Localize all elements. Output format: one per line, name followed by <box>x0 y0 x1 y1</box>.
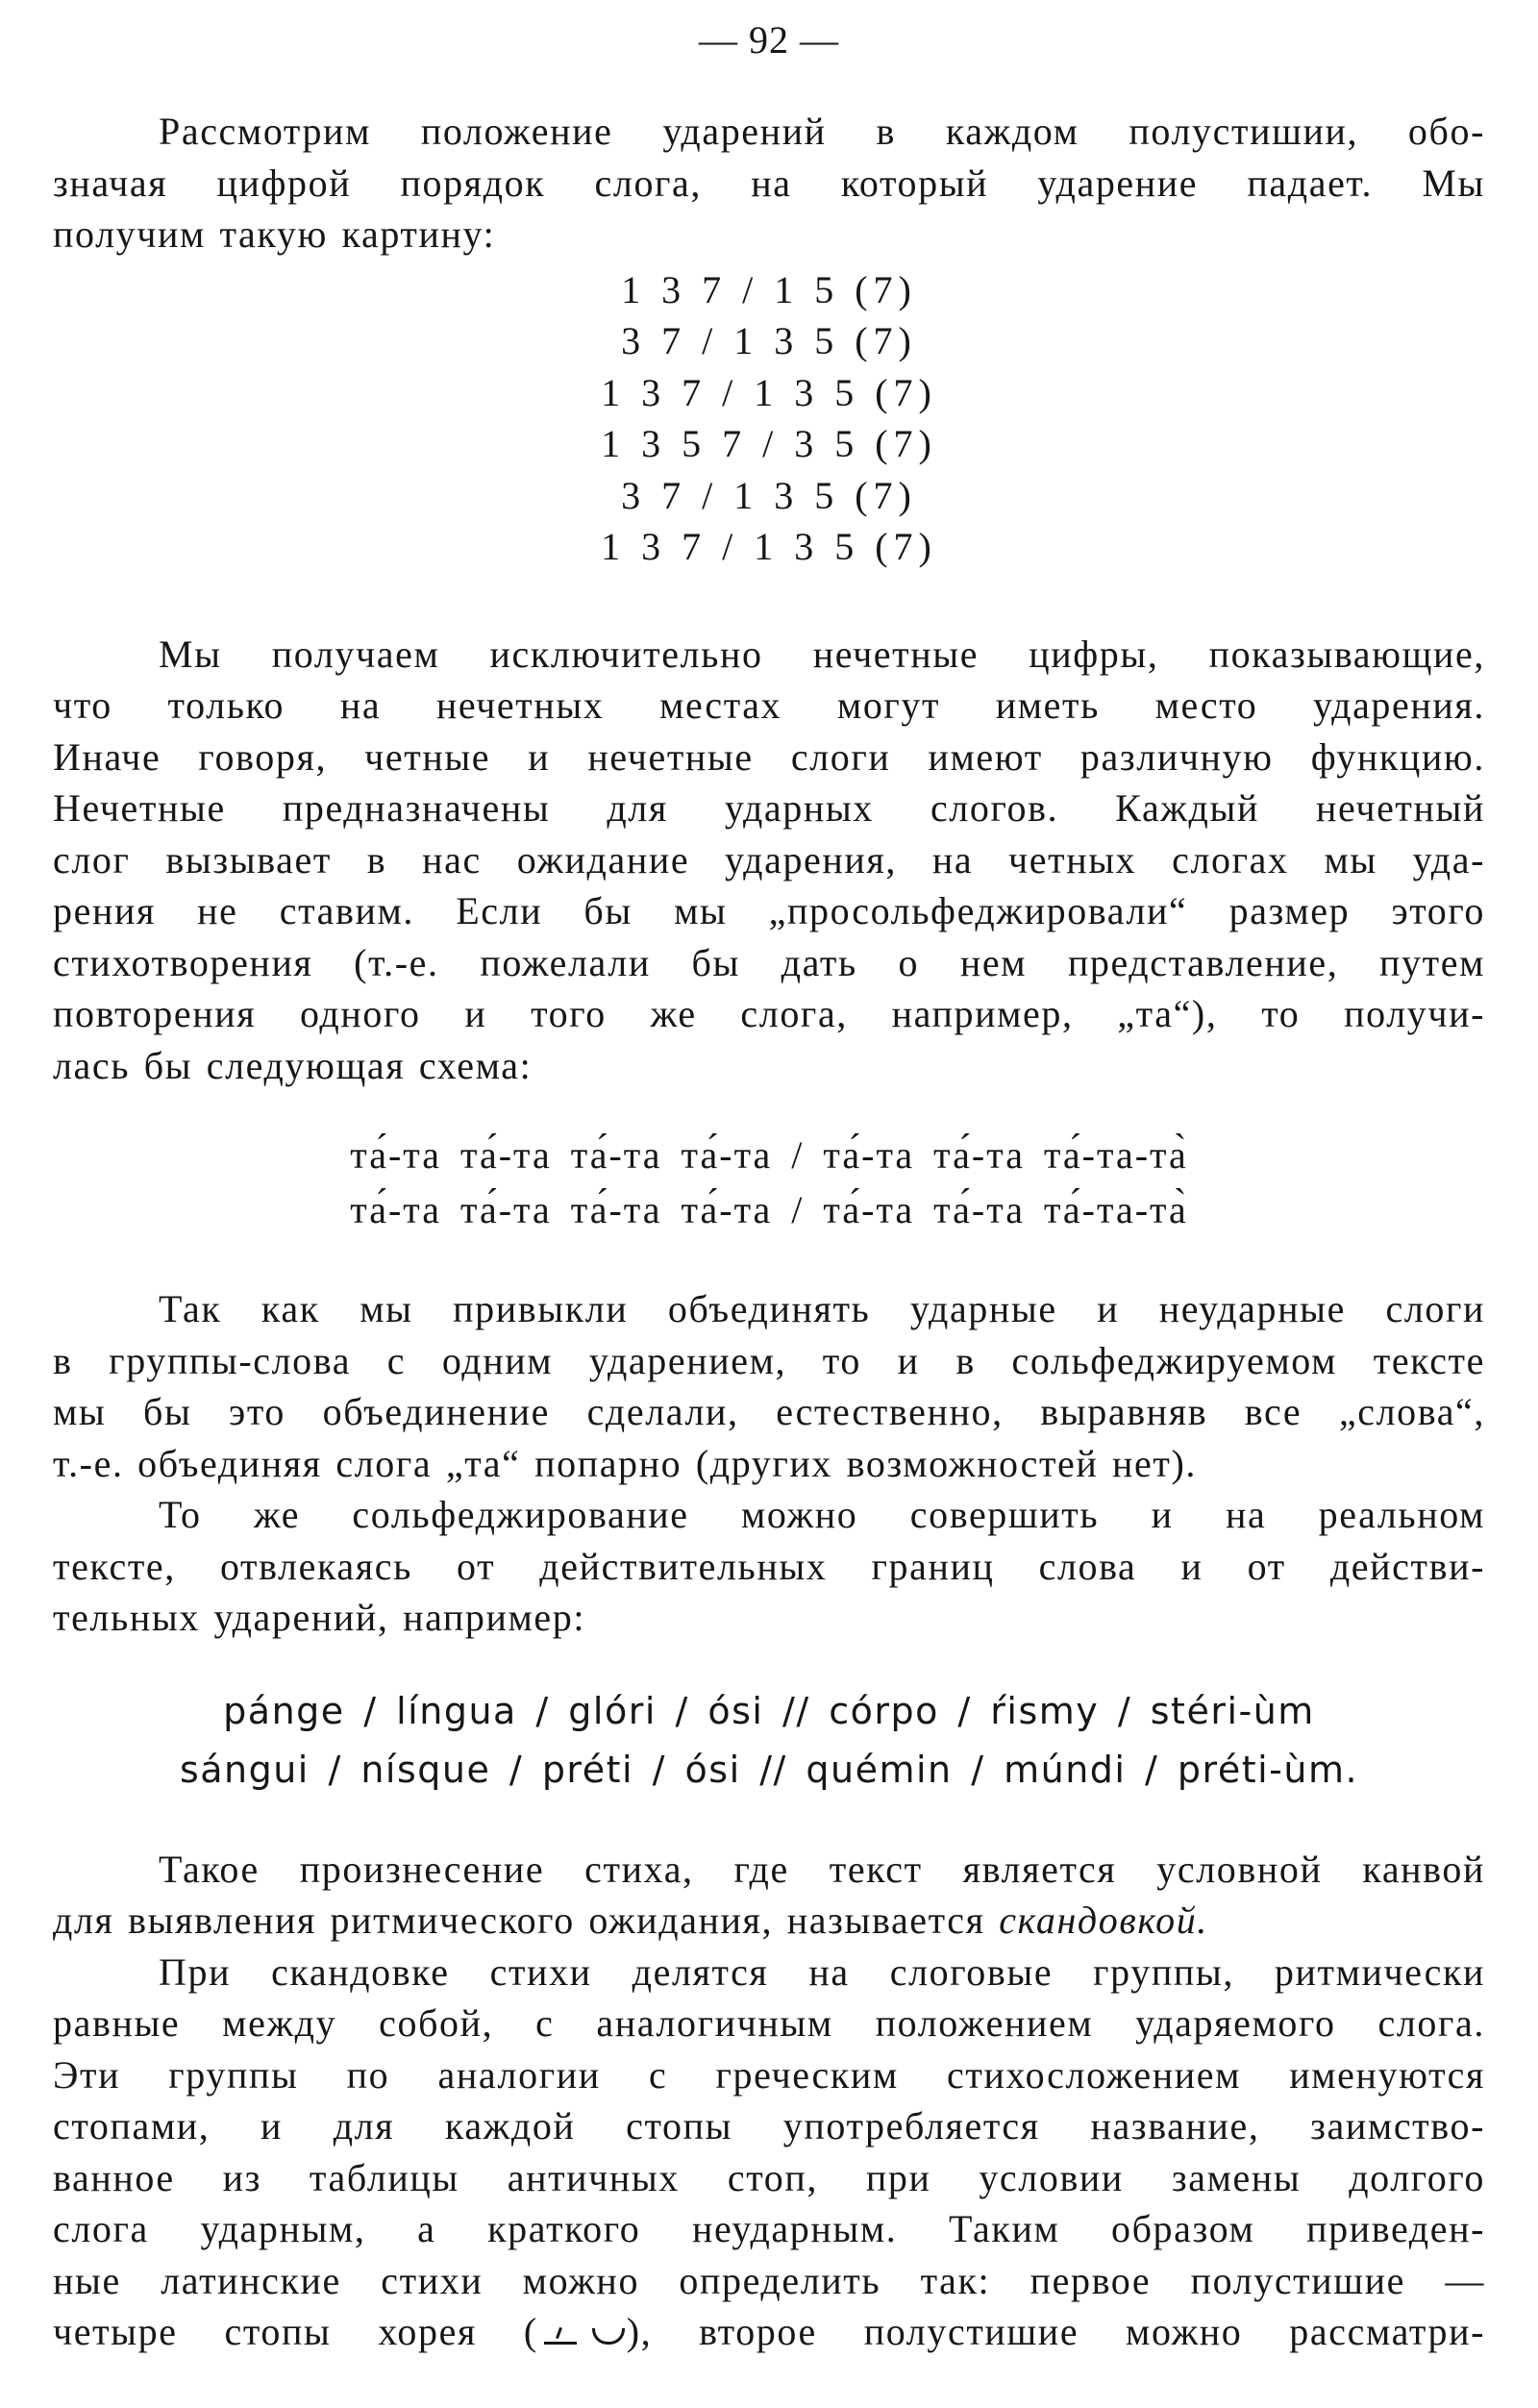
solfege-scheme <box>53 1128 1485 1237</box>
short-syllable-mark <box>592 2328 625 2345</box>
stress-row: 3 7 / 1 3 5 (7) <box>621 473 917 517</box>
book-page <box>53 0 1485 2358</box>
text-line: получим такую картину: <box>53 212 496 256</box>
text-line: стопами, и для каждой стопы употребляется название, заимство- <box>53 2104 1485 2147</box>
italic-term: скандовкой. <box>999 1899 1208 1942</box>
text-line: рения не ставим. Если бы мы „просольфеджировали“ размер этого <box>53 889 1485 932</box>
text-line: При скандовке стихи делятся на слоговые группы, ритмически <box>159 1949 1485 1994</box>
stress-position-table <box>53 264 1485 573</box>
stress-row: 1 3 7 / 1 3 5 (7) <box>601 370 937 414</box>
text-line: ванное из таблицы античных стоп, при условии замены долгого <box>53 2155 1485 2199</box>
verse-line: pánge / língua / glóri / ósi // córpo / ŕismy / stéri-ùm <box>223 1689 1315 1732</box>
text-line: тельных ударений, например: <box>53 1596 586 1639</box>
text-line: равные между собой, с аналогичным положением ударяемого слога. <box>53 2001 1485 2045</box>
paragraph-word-grouping <box>53 1283 1485 1489</box>
text-line: слога ударным, а краткого неударным. Таким образом приведен- <box>53 2207 1485 2250</box>
text-line: ные латинские стихи можно определить так: первое полустишие — <box>53 2258 1485 2302</box>
scheme-line: та́-та та́-та та́-та та́-та / та́-та та́-та та́-та-та̀ <box>350 1133 1188 1177</box>
text-line <box>53 1895 1485 1947</box>
text-line: Рассмотрим положение ударений в каждом полустишии, обо- <box>159 110 1485 153</box>
paragraph-scansion-definition <box>53 1844 1485 1947</box>
text-line: мы бы это объединение сделали, естественно, выравняв все „слова“, <box>53 1390 1485 1433</box>
verse-line: sángui / nísque / préti / ósi // quémin / múndi / préti-ùm. <box>179 1748 1359 1791</box>
paragraph-stress-intro <box>53 106 1485 261</box>
text-fragment: для выявления ритмического ожидания, называется <box>53 1899 985 1942</box>
text-line: стихотворения (т.-е. пожелали бы дать о нем представление, путем <box>53 940 1485 984</box>
stress-row: 3 7 / 1 3 5 (7) <box>621 319 917 362</box>
text-line: т.-е. объединяя слога „та“ попарно (других возможностей нет). <box>53 1441 1197 1485</box>
text-line: значая цифрой порядок слога, на который ударение падает. Мы <box>53 161 1485 205</box>
paragraph-real-text <box>53 1489 1485 1644</box>
text-line: лась бы следующая схема: <box>53 1043 533 1087</box>
text-line: Так как мы привыкли объединять ударные и неударные слоги <box>159 1287 1485 1330</box>
text-line: что только на нечетных местах могут иметь место ударения. <box>53 683 1485 727</box>
paragraph-odd-syllables <box>53 629 1485 1092</box>
stress-row: 1 3 7 / 1 3 5 (7) <box>601 525 937 568</box>
text-line <box>53 2306 1485 2358</box>
text-line: Такое произнесение стиха, где текст является условной канвой <box>159 1847 1485 1891</box>
text-line: Нечетные предназначены для ударных слогов. Каждый нечетный <box>53 786 1485 830</box>
text-line: повторения одного и того же слога, например, „та“), то получи- <box>53 992 1485 1035</box>
text-line: слог вызывает в нас ожидание ударения, на четных слогах мы уда- <box>53 837 1485 881</box>
text-line: Иначе говоря, четные и нечетные слоги имеют различную функцию. <box>53 734 1485 779</box>
page-number: — 92 — <box>699 18 839 62</box>
stress-row: 1 3 7 / 1 5 (7) <box>621 267 917 311</box>
scheme-line: та́-та та́-та та́-та та́-та / та́-та та́-та та́-та-та̀ <box>350 1188 1188 1231</box>
text-fragment: ), второе полустишие можно рассматри- <box>626 2310 1486 2353</box>
text-line: в группы-слова с одним ударением, то и в сольфеджируемом тексте <box>53 1338 1485 1382</box>
trochee-meter-icon <box>538 2312 627 2350</box>
text-line: тексте, отвлекаясь от действительных границ слова и от действи- <box>53 1544 1485 1588</box>
stress-mark <box>556 2327 562 2339</box>
text-line: Эти группы по аналогии с греческим стихосложением именуются <box>53 2052 1485 2097</box>
text-line: То же сольфеджирование можно совершить и на реальном <box>159 1493 1485 1536</box>
text-fragment: четыре стопы хорея ( <box>53 2310 538 2353</box>
stress-row: 1 3 5 7 / 3 5 (7) <box>601 422 937 465</box>
text-line: Мы получаем исключительно нечетные цифры, показывающие, <box>159 632 1485 676</box>
paragraph-feet <box>53 1947 1485 2358</box>
long-syllable-mark <box>544 2342 577 2345</box>
latin-verse-example <box>53 1682 1485 1800</box>
